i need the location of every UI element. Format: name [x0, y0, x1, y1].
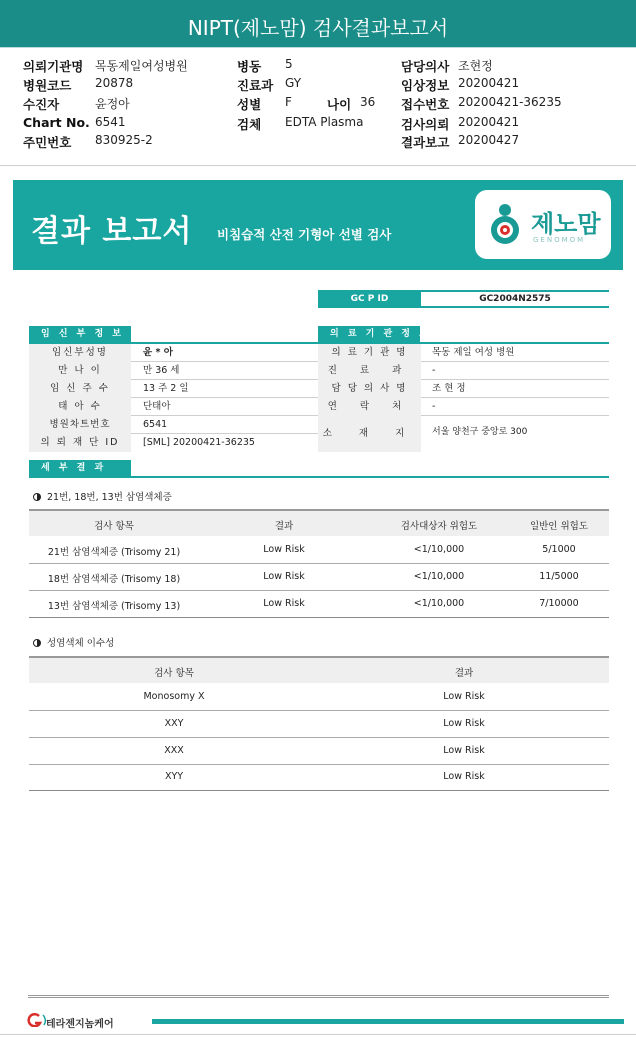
cell-result: Low Risk — [443, 718, 485, 729]
field-value-hospital-code: 20878 — [95, 76, 134, 90]
field-label-age: 나이 — [327, 97, 352, 112]
table-row — [29, 536, 609, 563]
cell-item: XXX — [164, 745, 184, 756]
grid-label: 의 뢰 재 단 ID — [29, 434, 131, 452]
cell-item: 18번 삼염색체증 (Trisomy 18) — [47, 574, 181, 585]
banner-subtitle: 비침습적 산전 기형아 선별 검사 — [217, 227, 392, 242]
grid-value: 윤 * 아 — [143, 347, 173, 358]
grid-value: 조 현 정 — [432, 383, 466, 394]
field-value-age: 36 — [360, 95, 376, 109]
cell-result: Low Risk — [443, 745, 485, 756]
cell-subject-risk: <1/10,000 — [413, 544, 465, 555]
pregnant-row-chart — [29, 416, 318, 434]
field-value-institution: 목동제일여성병원 — [95, 59, 188, 73]
field-value-ward: 5 — [285, 57, 293, 71]
gcp-id-value: GC2004N2575 — [421, 290, 609, 308]
grid-label: 임 신 주 수 — [29, 380, 131, 398]
field-value-request-date: 20200421 — [458, 115, 520, 129]
grid-label: 소 재 지 — [318, 416, 421, 452]
field-label-hospital-code: 병원코드 — [23, 78, 72, 93]
field-value-receipt-no: 20200421-36235 — [458, 95, 562, 109]
field-value-report-date: 20200427 — [458, 133, 520, 147]
field-value-resident-no: 830925-2 — [95, 133, 153, 147]
cell-result: Low Risk — [263, 598, 305, 609]
cell-subject-risk: <1/10,000 — [413, 571, 465, 582]
field-value-patient: 윤정아 — [95, 97, 130, 111]
field-label-sex: 성별 — [237, 97, 262, 112]
institution-info-tab: 의 료 기 관 정 보 — [318, 326, 420, 343]
field-label-request-date: 검사의뢰 — [401, 117, 450, 132]
patient-header-info — [0, 0, 636, 160]
field-value-clinical-info: 20200421 — [458, 76, 520, 90]
cell-item: XXY — [164, 718, 184, 729]
table-row — [29, 563, 609, 590]
field-label-receipt-no: 접수번호 — [401, 97, 450, 112]
cell-general-risk: 7/10000 — [539, 598, 579, 609]
company-name: 테라젠지놈케어 — [46, 1019, 114, 1030]
grid-label: 연 락 처 — [318, 398, 421, 416]
theragen-logo — [26, 1013, 114, 1030]
pregnant-row-fetus — [29, 398, 318, 416]
row-divider — [29, 617, 609, 618]
grid-value: 6541 — [143, 419, 168, 430]
cell-subject-risk: <1/10,000 — [413, 598, 465, 609]
field-label-clinical-info: 임상정보 — [401, 78, 450, 93]
col-header-result: 결과 — [274, 521, 294, 532]
sex-chromosome-heading — [33, 635, 114, 649]
grid-label: 태 아 수 — [29, 398, 131, 416]
cell-item: XYY — [164, 771, 184, 782]
trisomy-table-header — [29, 509, 609, 536]
cell-result: Low Risk — [443, 691, 485, 702]
grid-value: 서울 양천구 중앙로 300 — [432, 427, 528, 437]
cell-result: Low Risk — [443, 771, 485, 782]
sex-chromosome-table-header — [29, 656, 609, 683]
institution-row-doctor — [318, 380, 609, 398]
grid-value: - — [432, 365, 436, 376]
institution-row-address — [318, 416, 609, 452]
field-label-chart-no: Chart No. — [23, 115, 90, 130]
grid-label: 임신부성명 — [29, 344, 131, 362]
pregnant-info-tab: 임 신 부 정 보 — [29, 326, 131, 343]
institution-row-department — [318, 362, 609, 380]
pregnant-row-weeks — [29, 380, 318, 398]
grid-value: 만 36 세 — [143, 365, 180, 376]
grid-value: 단태아 — [143, 401, 171, 412]
pregnant-row-age — [29, 362, 318, 380]
grid-label: 진 료 과 — [318, 362, 421, 380]
cell-general-risk: 5/1000 — [542, 544, 576, 555]
field-label-institution: 의뢰기관명 — [23, 59, 84, 74]
banner-title: 결과 보고서 — [31, 214, 193, 249]
genomom-logo-icon — [485, 202, 525, 246]
bottom-divider — [0, 1034, 636, 1035]
half-circle-icon — [33, 639, 41, 647]
table-row — [29, 737, 609, 764]
field-label-patient: 수진자 — [23, 97, 60, 112]
field-value-chart-no: 6541 — [95, 115, 126, 129]
footer-rule — [28, 995, 609, 996]
table-row — [29, 683, 609, 710]
cell-result: Low Risk — [263, 544, 305, 555]
grid-value: - — [432, 401, 436, 412]
half-circle-icon — [33, 493, 41, 501]
report-title: NIPT(제노맘) 검사결과보고서 — [187, 16, 449, 40]
grid-label: 의 료 기 관 명 — [318, 344, 421, 362]
col-header-item: 검사 항목 — [154, 668, 194, 679]
grid-value: [SML] 20200421-36235 — [143, 437, 255, 448]
trisomy-heading-text: 21번, 18번, 13번 삼염색체증 — [47, 492, 172, 503]
grid-label: 만 나 이 — [29, 362, 131, 380]
genomom-logo — [475, 190, 611, 259]
col-header-item: 검사 항목 — [94, 521, 134, 532]
grid-label: 병원차트번호 — [29, 416, 131, 434]
field-value-specimen: EDTA Plasma — [285, 115, 364, 129]
logo-subtext: GENOMOM — [533, 236, 586, 244]
cell-item: 13번 삼염색체증 (Trisomy 13) — [47, 601, 181, 612]
row-divider — [29, 790, 609, 791]
cell-item: Monosomy X — [143, 691, 205, 702]
table-row — [29, 710, 609, 737]
table-row — [29, 764, 609, 790]
institution-row-name — [318, 344, 609, 362]
pregnant-row-name — [29, 344, 318, 362]
grid-value: 목동 제일 여성 병원 — [432, 347, 515, 358]
footer-accent-bar — [152, 1019, 624, 1024]
field-label-resident-no: 주민번호 — [23, 135, 72, 150]
pregnant-row-request-id — [29, 434, 318, 452]
grid-value: 13 주 2 일 — [143, 383, 189, 394]
result-banner — [13, 180, 623, 270]
cell-general-risk: 11/5000 — [539, 571, 579, 582]
field-label-report-date: 결과보고 — [401, 135, 450, 150]
detail-result-tab: 세 부 결 과 — [29, 460, 131, 477]
table-row — [29, 590, 609, 617]
field-label-doctor: 담당의사 — [401, 59, 450, 74]
field-value-sex: F — [285, 95, 292, 109]
col-header-general-risk: 일반인 위험도 — [529, 521, 589, 532]
field-value-department: GY — [285, 76, 302, 90]
cell-result: Low Risk — [263, 571, 305, 582]
sex-chromosome-heading-text: 성염색체 이수성 — [47, 638, 115, 649]
field-label-ward: 병동 — [237, 59, 262, 74]
header-separator — [0, 165, 636, 166]
field-label-department: 진료과 — [237, 78, 274, 93]
grid-label: 담 당 의 사 명 — [318, 380, 421, 398]
logo-text: 제노맘 — [531, 210, 601, 238]
gcp-id-label: GC P ID — [318, 290, 421, 308]
cell-item: 21번 삼염색체증 (Trisomy 21) — [47, 547, 181, 558]
institution-row-contact — [318, 398, 609, 416]
field-label-specimen: 검체 — [237, 117, 262, 132]
theragen-logo-icon — [26, 1013, 46, 1027]
trisomy-heading — [33, 489, 172, 503]
col-header-result: 결과 — [454, 668, 474, 679]
field-value-doctor: 조현정 — [458, 59, 493, 73]
footer-rule — [28, 997, 609, 998]
col-header-subject-risk: 검사대상자 위험도 — [400, 521, 478, 532]
detail-result-rule — [29, 476, 609, 478]
